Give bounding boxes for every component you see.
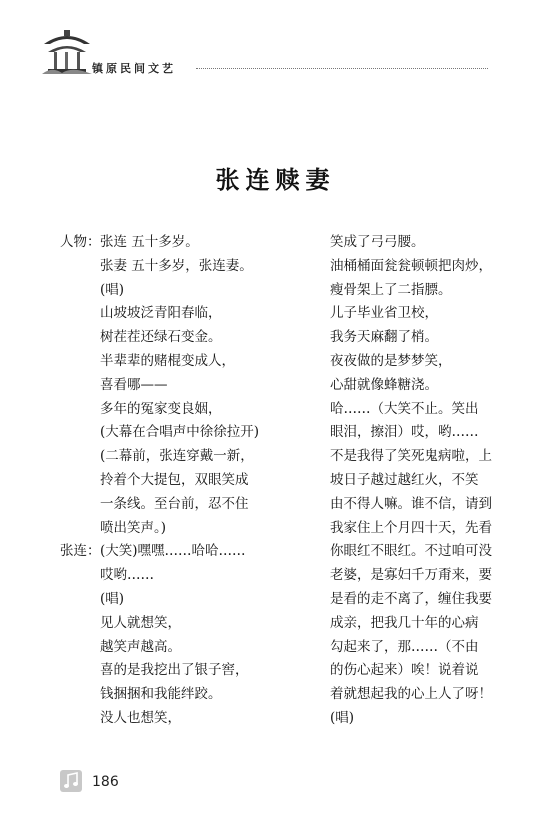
script-line: [60, 398, 292, 422]
speaker-label: 人物：: [60, 234, 101, 250]
script-line: [60, 612, 292, 636]
line-text: 多年的冤家变良姻，: [100, 400, 222, 417]
script-line: [60, 683, 292, 707]
line-text: 越笑声越高。: [100, 638, 181, 655]
line-text: 哎哟……: [100, 567, 154, 584]
line-text: 山坡坡泛青阳春临，: [100, 305, 222, 322]
script-line: 笑成了弓弓腰。: [330, 234, 425, 250]
line-text: (大笑)嘿嘿……哈哈……: [100, 543, 246, 560]
line-text: 喜的是我挖出了银子窖，: [100, 662, 249, 679]
script-line: 由不得人嘛。谁不信，请到: [330, 495, 492, 512]
line-text: 钱捆捆和我能绊跤。: [100, 686, 222, 703]
page-title: 张连赎妻: [215, 165, 336, 194]
script-line: [60, 279, 292, 303]
script-line: [60, 374, 292, 398]
line-text: (唱): [100, 281, 125, 298]
script-line: [60, 540, 292, 564]
script-line: [60, 255, 292, 279]
line-text: 见人就想笑，: [100, 614, 181, 631]
page-number: 186: [92, 774, 119, 790]
music-note-icon: [60, 770, 82, 792]
script-line: 勾起来了，那……（不由: [330, 638, 479, 655]
header-divider: [196, 68, 488, 69]
line-text: (唱): [100, 590, 125, 607]
script-line: (唱): [330, 709, 355, 726]
script-line: 老婆，是寡妇千万甭来，要: [330, 567, 492, 584]
script-line: 我务天麻翻了梢。: [330, 329, 438, 346]
script-line: 你眼红不眼红。不过咱可没: [330, 543, 492, 560]
line-text: 拎着个大提包，双眼笑成: [100, 471, 249, 488]
script-line: [60, 636, 292, 660]
script-line: 心甜就像蜂糖浇。: [330, 376, 438, 393]
script-line: 眼泪，擦泪）哎，哟……: [330, 424, 479, 441]
page-header: [0, 0, 551, 90]
line-text: 树茬茬还绿石变金。: [100, 329, 222, 346]
line-text: 没人也想笑，: [100, 709, 181, 726]
script-line: 我家住上个月四十天，先看: [330, 519, 492, 536]
speaker-label: 张连：: [60, 543, 101, 560]
script-line: 瘦骨架上了二指膘。: [330, 281, 452, 298]
pavilion-icon: [42, 26, 92, 76]
script-line: [60, 564, 292, 588]
script-line: [60, 659, 292, 683]
script-line: [60, 445, 292, 469]
script-line: 是看的走不离了，缠住我要: [330, 590, 492, 607]
script-line: 的伤心起来）唉！说着说: [330, 662, 479, 679]
script-line: 不是我得了笑死鬼病啦，上: [330, 448, 492, 465]
script-line: 着就想起我的心上人了呀！: [330, 686, 492, 703]
script-line: 夜夜做的是梦梦笑，: [330, 352, 452, 369]
script-line: [60, 493, 292, 517]
script-line: [60, 588, 292, 612]
line-text: 半辈辈的赌棍变成人，: [100, 352, 235, 369]
line-text: (大幕在合唱声中徐徐拉开): [100, 424, 260, 441]
script-line: [60, 302, 292, 326]
script-line: 坡日子越过越红火，不笑: [330, 471, 479, 488]
line-text: 喜看哪——: [100, 376, 168, 393]
line-text: 张连 五十多岁。: [100, 234, 199, 250]
script-line: [60, 421, 292, 445]
right-text-column: [330, 231, 500, 731]
header-title: 镇原民间文艺: [92, 62, 176, 75]
script-line: 哈……（大笑不止。笑出: [330, 400, 479, 417]
script-line: 成亲，把我几十年的心病: [330, 614, 479, 631]
script-line: [60, 517, 292, 541]
script-line: [60, 469, 292, 493]
line-text: 一条线。至台前，忍不住: [100, 495, 249, 512]
script-line: 儿子毕业省卫校，: [330, 305, 438, 322]
line-text: 张妻 五十多岁，张连妻。: [100, 257, 253, 274]
left-text-column: [60, 231, 292, 731]
script-line: [60, 231, 292, 255]
script-line: 油桶桶面瓮瓮顿顿把肉炒，: [330, 257, 492, 274]
script-line: [60, 326, 292, 350]
line-text: 喷出笑声。): [100, 519, 167, 536]
script-line: [60, 707, 292, 731]
line-text: (二幕前，张连穿戴一新，: [100, 448, 254, 465]
script-line: [60, 350, 292, 374]
